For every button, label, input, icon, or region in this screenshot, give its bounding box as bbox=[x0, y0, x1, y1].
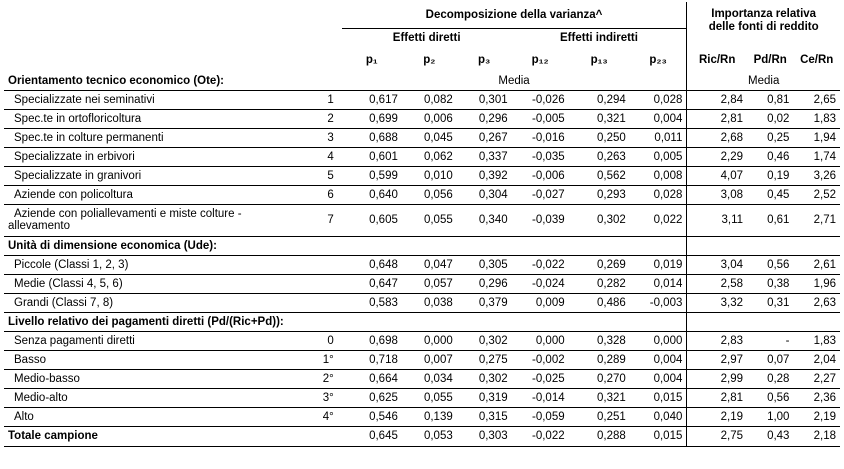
cell-value: 0,269 bbox=[569, 255, 630, 274]
cell-value: 0,379 bbox=[457, 293, 512, 312]
cell-value: 0,601 bbox=[342, 147, 402, 166]
media-label-left: Media bbox=[342, 72, 687, 90]
table-row bbox=[4, 204, 840, 236]
cell-value: 3,26 bbox=[793, 166, 840, 185]
total-value: 0,43 bbox=[747, 426, 793, 446]
cell-value: 0,293 bbox=[569, 185, 630, 204]
table-row bbox=[4, 369, 840, 388]
row-label: Medio-basso bbox=[4, 369, 304, 388]
cell-value: 2,52 bbox=[793, 185, 840, 204]
cell-value: 2,19 bbox=[687, 407, 747, 426]
row-code: 4° bbox=[304, 407, 342, 426]
cell-value: 0,319 bbox=[457, 388, 512, 407]
cell-value: 0,009 bbox=[512, 293, 569, 312]
row-label: Basso bbox=[4, 350, 304, 369]
column-header-row bbox=[4, 48, 840, 72]
column-header: Pd/Rn bbox=[753, 54, 787, 66]
indirect-effects-header: Effetti indiretti bbox=[512, 28, 687, 48]
cell-value: 2,36 bbox=[793, 388, 840, 407]
row-label: Aziende con poliallevamenti e miste colture - allevamento bbox=[4, 204, 304, 236]
cell-value: 2,58 bbox=[687, 274, 747, 293]
cell-value: 0,022 bbox=[630, 204, 687, 236]
cell-value: 0,270 bbox=[569, 369, 630, 388]
cell-value: 0,004 bbox=[630, 369, 687, 388]
cell-value: 2,68 bbox=[687, 128, 747, 147]
row-label: Specializzate in erbivori bbox=[4, 147, 304, 166]
table-row bbox=[4, 350, 840, 369]
cell-value: 0,038 bbox=[402, 293, 457, 312]
table-row bbox=[4, 147, 840, 166]
cell-value: 2,27 bbox=[793, 369, 840, 388]
cell-value: 0,014 bbox=[630, 274, 687, 293]
cell-value: 3,32 bbox=[687, 293, 747, 312]
table-row bbox=[4, 166, 840, 185]
cell-value: 0,045 bbox=[402, 128, 457, 147]
cell-value: 0,034 bbox=[402, 369, 457, 388]
cell-value: -0,026 bbox=[512, 90, 569, 109]
cell-value: 0,019 bbox=[630, 255, 687, 274]
direct-effects-header: Effetti diretti bbox=[342, 28, 512, 48]
row-label: Spec.te in ortofloricoltura bbox=[4, 109, 304, 128]
cell-value: 0,008 bbox=[630, 166, 687, 185]
column-header: Ce/Rn bbox=[800, 54, 834, 66]
cell-value: 0,647 bbox=[342, 274, 402, 293]
table-row bbox=[4, 274, 840, 293]
cell-value: 0,605 bbox=[342, 204, 402, 236]
cell-value: 1,00 bbox=[747, 407, 793, 426]
cell-value: 0,546 bbox=[342, 407, 402, 426]
cell-value: 0,251 bbox=[569, 407, 630, 426]
cell-value: 0,640 bbox=[342, 185, 402, 204]
cell-value: 0,46 bbox=[747, 147, 793, 166]
cell-value: 0,688 bbox=[342, 128, 402, 147]
cell-value: -0,002 bbox=[512, 350, 569, 369]
cell-value: 0,305 bbox=[457, 255, 512, 274]
cell-value: 0,263 bbox=[569, 147, 630, 166]
cell-value: 0,062 bbox=[402, 147, 457, 166]
cell-value: -0,016 bbox=[512, 128, 569, 147]
column-header: p₃ bbox=[478, 54, 491, 66]
cell-value: 0,28 bbox=[747, 369, 793, 388]
row-code: 3 bbox=[304, 128, 342, 147]
cell-value: 4,07 bbox=[687, 166, 747, 185]
cell-value: 0,004 bbox=[630, 350, 687, 369]
media-label-right: Media bbox=[687, 72, 840, 90]
cell-value: - bbox=[747, 331, 793, 350]
cell-value: 0,340 bbox=[457, 204, 512, 236]
cell-value: 0,296 bbox=[457, 274, 512, 293]
section-title: Livello relativo dei pagamenti diretti (Pd/(Ric+Pd)): bbox=[4, 312, 687, 331]
total-value: 0,015 bbox=[630, 426, 687, 446]
cell-value: 0,000 bbox=[402, 331, 457, 350]
column-header: p₁₃ bbox=[590, 54, 608, 66]
row-code: 2 bbox=[304, 109, 342, 128]
cell-value: -0,025 bbox=[512, 369, 569, 388]
row-label: Specializzate nei seminativi bbox=[4, 90, 304, 109]
cell-value: 0,302 bbox=[457, 369, 512, 388]
cell-value: 0,055 bbox=[402, 204, 457, 236]
cell-value: 0,056 bbox=[402, 185, 457, 204]
cell-value: 0,028 bbox=[630, 90, 687, 109]
header-row-1 bbox=[4, 2, 840, 28]
decomposition-title: Decomposizione della varianza^ bbox=[425, 8, 603, 21]
cell-value: 0,007 bbox=[402, 350, 457, 369]
total-value: -0,022 bbox=[512, 426, 569, 446]
cell-value: 0,599 bbox=[342, 166, 402, 185]
row-label: Senza pagamenti diretti bbox=[4, 331, 304, 350]
cell-value: 0,040 bbox=[630, 407, 687, 426]
row-code: 4 bbox=[304, 147, 342, 166]
column-header: p₁ bbox=[365, 54, 378, 66]
cell-value: 0,004 bbox=[630, 109, 687, 128]
cell-value: 0,25 bbox=[747, 128, 793, 147]
cell-value: 0,304 bbox=[457, 185, 512, 204]
cell-value: 0,583 bbox=[342, 293, 402, 312]
cell-value: -0,022 bbox=[512, 255, 569, 274]
row-code: 0 bbox=[304, 331, 342, 350]
cell-value: 2,29 bbox=[687, 147, 747, 166]
cell-value: 0,81 bbox=[747, 90, 793, 109]
cell-value: 0,055 bbox=[402, 388, 457, 407]
cell-value: 0,296 bbox=[457, 109, 512, 128]
cell-value: 0,139 bbox=[402, 407, 457, 426]
cell-value: 2,81 bbox=[687, 109, 747, 128]
cell-value: 0,337 bbox=[457, 147, 512, 166]
cell-value: 0,294 bbox=[569, 90, 630, 109]
cell-value: 0,289 bbox=[569, 350, 630, 369]
cell-value: 0,267 bbox=[457, 128, 512, 147]
cell-value: 0,07 bbox=[747, 350, 793, 369]
cell-value: 0,61 bbox=[747, 204, 793, 236]
cell-value: 0,028 bbox=[630, 185, 687, 204]
row-label: Piccole (Classi 1, 2, 3) bbox=[4, 255, 304, 274]
total-value: 2,18 bbox=[793, 426, 840, 446]
cell-value: 0,302 bbox=[569, 204, 630, 236]
row-code: 1° bbox=[304, 350, 342, 369]
table-row bbox=[4, 407, 840, 426]
table-row bbox=[4, 293, 840, 312]
cell-value: 2,65 bbox=[793, 90, 840, 109]
cell-value: 0,699 bbox=[342, 109, 402, 128]
cell-value: 0,625 bbox=[342, 388, 402, 407]
table-row bbox=[4, 388, 840, 407]
cell-value: 2,81 bbox=[687, 388, 747, 407]
section-title-ote: Orientamento tecnico economico (Ote): bbox=[4, 72, 304, 90]
total-value: 2,75 bbox=[687, 426, 747, 446]
cell-value: 0,328 bbox=[569, 331, 630, 350]
table-row bbox=[4, 185, 840, 204]
cell-value: 0,005 bbox=[630, 147, 687, 166]
total-row bbox=[4, 426, 840, 446]
cell-value: 0,38 bbox=[747, 274, 793, 293]
row-label: Medie (Classi 4, 5, 6) bbox=[4, 274, 304, 293]
section-title: Unità di dimensione economica (Ude): bbox=[4, 236, 687, 255]
row-code: 2° bbox=[304, 369, 342, 388]
row-label: Specializzate in granivori bbox=[4, 166, 304, 185]
cell-value: 0,698 bbox=[342, 331, 402, 350]
cell-value: 0,617 bbox=[342, 90, 402, 109]
cell-value: 0,006 bbox=[402, 109, 457, 128]
cell-value: 0,302 bbox=[457, 331, 512, 350]
total-value: 0,053 bbox=[402, 426, 457, 446]
cell-value: 0,082 bbox=[402, 90, 457, 109]
cell-value: 0,000 bbox=[630, 331, 687, 350]
cell-value: 1,74 bbox=[793, 147, 840, 166]
cell-value: 2,71 bbox=[793, 204, 840, 236]
cell-value: 1,83 bbox=[793, 331, 840, 350]
row-label: Spec.te in colture permanenti bbox=[4, 128, 304, 147]
table-row bbox=[4, 128, 840, 147]
cell-value: 0,718 bbox=[342, 350, 402, 369]
cell-value: 0,562 bbox=[569, 166, 630, 185]
total-value: 0,303 bbox=[457, 426, 512, 446]
cell-value: 0,000 bbox=[512, 331, 569, 350]
media-header-row bbox=[4, 72, 840, 90]
cell-value: 2,97 bbox=[687, 350, 747, 369]
cell-value: 2,19 bbox=[793, 407, 840, 426]
cell-value: 0,250 bbox=[569, 128, 630, 147]
cell-value: -0,003 bbox=[630, 293, 687, 312]
cell-value: 2,61 bbox=[793, 255, 840, 274]
row-label: Aziende con policoltura bbox=[4, 185, 304, 204]
cell-value: 0,486 bbox=[569, 293, 630, 312]
cell-value: 0,56 bbox=[747, 388, 793, 407]
cell-value: 2,99 bbox=[687, 369, 747, 388]
row-code: 7 bbox=[304, 204, 342, 236]
cell-value: -0,039 bbox=[512, 204, 569, 236]
row-code bbox=[304, 293, 342, 312]
cell-value: 2,63 bbox=[793, 293, 840, 312]
cell-value: 3,08 bbox=[687, 185, 747, 204]
cell-value: 0,31 bbox=[747, 293, 793, 312]
cell-value: -0,059 bbox=[512, 407, 569, 426]
cell-value: 0,047 bbox=[402, 255, 457, 274]
cell-value: 0,321 bbox=[569, 109, 630, 128]
cell-value: 2,04 bbox=[793, 350, 840, 369]
cell-value: 0,19 bbox=[747, 166, 793, 185]
table-row bbox=[4, 109, 840, 128]
row-code: 3° bbox=[304, 388, 342, 407]
row-code bbox=[304, 255, 342, 274]
column-header: p₂ bbox=[423, 54, 436, 66]
cell-value: 0,275 bbox=[457, 350, 512, 369]
section-header-row bbox=[4, 312, 840, 331]
cell-value: 3,04 bbox=[687, 255, 747, 274]
section-header-row bbox=[4, 236, 840, 255]
cell-value: 0,315 bbox=[457, 407, 512, 426]
cell-value: 1,96 bbox=[793, 274, 840, 293]
row-code: 5 bbox=[304, 166, 342, 185]
cell-value: -0,014 bbox=[512, 388, 569, 407]
cell-value: 0,648 bbox=[342, 255, 402, 274]
cell-value: -0,035 bbox=[512, 147, 569, 166]
variance-decomposition-table bbox=[4, 2, 840, 447]
cell-value: 0,56 bbox=[747, 255, 793, 274]
cell-value: 0,282 bbox=[569, 274, 630, 293]
cell-value: -0,005 bbox=[512, 109, 569, 128]
total-value: 0,645 bbox=[342, 426, 402, 446]
cell-value: 0,015 bbox=[630, 388, 687, 407]
cell-value: 0,02 bbox=[747, 109, 793, 128]
table-row bbox=[4, 331, 840, 350]
row-label: Grandi (Classi 7, 8) bbox=[4, 293, 304, 312]
cell-value: 3,11 bbox=[687, 204, 747, 236]
row-label: Medio-alto bbox=[4, 388, 304, 407]
cell-value: -0,027 bbox=[512, 185, 569, 204]
table-row bbox=[4, 255, 840, 274]
cell-value: 1,83 bbox=[793, 109, 840, 128]
row-code: 1 bbox=[304, 90, 342, 109]
cell-value: 2,84 bbox=[687, 90, 747, 109]
row-code: 6 bbox=[304, 185, 342, 204]
cell-value: 0,057 bbox=[402, 274, 457, 293]
cell-value: 0,301 bbox=[457, 90, 512, 109]
row-code bbox=[304, 274, 342, 293]
cell-value: 0,664 bbox=[342, 369, 402, 388]
column-header: Ric/Rn bbox=[687, 48, 747, 72]
column-header: p₁₂ bbox=[531, 54, 549, 66]
cell-value: -0,024 bbox=[512, 274, 569, 293]
column-header: p₂₃ bbox=[649, 54, 667, 66]
cell-value: 1,94 bbox=[793, 128, 840, 147]
cell-value: 0,45 bbox=[747, 185, 793, 204]
cell-value: 0,321 bbox=[569, 388, 630, 407]
cell-value: 0,010 bbox=[402, 166, 457, 185]
cell-value: -0,006 bbox=[512, 166, 569, 185]
cell-value: 0,392 bbox=[457, 166, 512, 185]
cell-value: 0,011 bbox=[630, 128, 687, 147]
table-row bbox=[4, 90, 840, 109]
total-value: 0,288 bbox=[569, 426, 630, 446]
importance-title: Importanza relativa delle fonti di reddito bbox=[687, 2, 840, 48]
row-label: Alto bbox=[4, 407, 304, 426]
cell-value: 2,83 bbox=[687, 331, 747, 350]
total-label: Totale campione bbox=[4, 426, 304, 446]
